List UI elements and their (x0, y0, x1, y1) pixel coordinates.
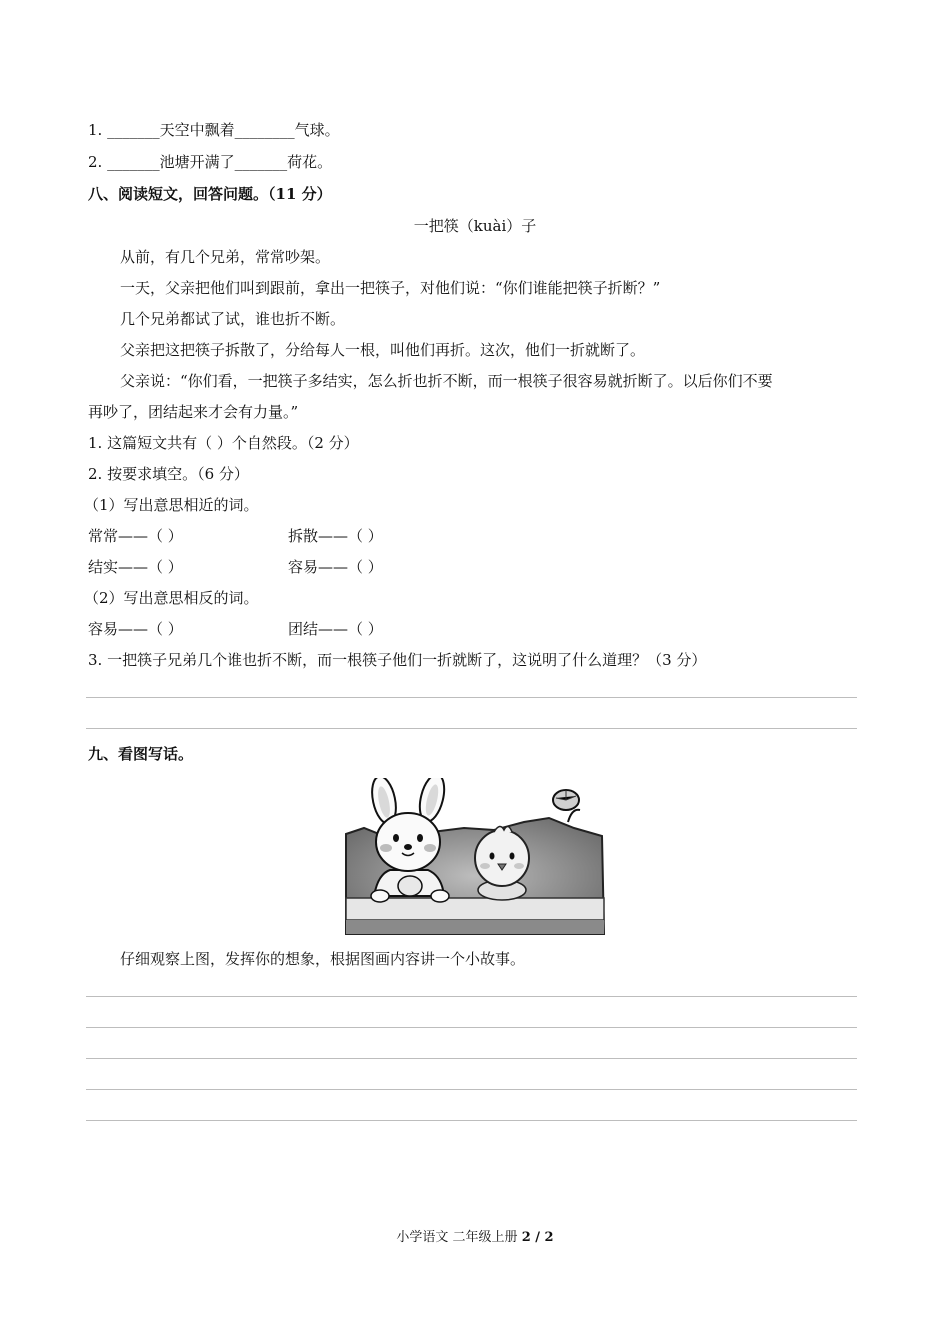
reading-question-1: 1. 这篇短文共有（ ）个自然段。（2 分） (88, 434, 359, 452)
antonym-instruction: （2）写出意思相反的词。 (84, 589, 259, 607)
page-number: 2 / 2 (521, 1230, 554, 1245)
section-8-heading: 八、阅读短文，回答问题。（11 分） (88, 185, 332, 203)
footer-text: 小学语文 二年级上册 (396, 1230, 522, 1245)
story-paragraph-2: 一天，父亲把他们叫到跟前，拿出一把筷子，对他们说：“你们谁能把筷子折断？” (120, 279, 661, 297)
synonym-item-2: 拆散——（ ） (288, 527, 383, 545)
writing-line (86, 1058, 857, 1059)
fill-blank-question-2: 2. _______池塘开满了_______荷花。 (88, 153, 333, 171)
story-paragraph-1: 从前，有几个兄弟，常常吵架。 (120, 248, 331, 266)
antonym-item-1: 容易——（ ） (88, 620, 183, 638)
antonym-item-2: 团结——（ ） (288, 620, 383, 638)
story-paragraph-5-cont: 再吵了，团结起来才会有力量。” (88, 403, 299, 421)
writing-instruction: 仔细观察上图，发挥你的想象，根据图画内容讲一个小故事。 (120, 950, 526, 968)
story-paragraph-5: 父亲说：“你们看，一把筷子多结实，怎么折也折不断，而一根筷子很容易就折断了。以后你们不要 (120, 372, 773, 390)
story-title: 一把筷（kuài）子 (413, 217, 537, 235)
synonym-item-1: 常常——（ ） (88, 527, 183, 545)
writing-line (86, 1089, 857, 1090)
writing-line (86, 996, 857, 997)
reading-question-2: 2. 按要求填空。（6 分） (88, 465, 249, 483)
section-9-heading: 九、看图写话。 (88, 745, 194, 763)
fill-blank-question-1: 1. _______天空中飘着________气球。 (88, 121, 340, 139)
page-footer (0, 1226, 950, 1245)
answer-line (86, 697, 857, 698)
reading-question-3: 3. 一把筷子兄弟几个谁也折不断，而一根筷子他们一折就断了，这说明了什么道理？（3 分） (88, 651, 707, 669)
story-paragraph-3: 几个兄弟都试了试，谁也折不断。 (120, 310, 346, 328)
writing-line (86, 1120, 857, 1121)
writing-line (86, 1027, 857, 1028)
synonym-item-4: 容易——（ ） (288, 558, 383, 576)
story-paragraph-4: 父亲把这把筷子拆散了，分给每人一根，叫他们再折。这次，他们一折就断了。 (120, 341, 646, 359)
synonym-instruction: （1）写出意思相近的词。 (84, 496, 259, 514)
rabbit-and-chick-illustration (344, 778, 606, 936)
synonym-item-3: 结实——（ ） (88, 558, 183, 576)
answer-line (86, 728, 857, 729)
